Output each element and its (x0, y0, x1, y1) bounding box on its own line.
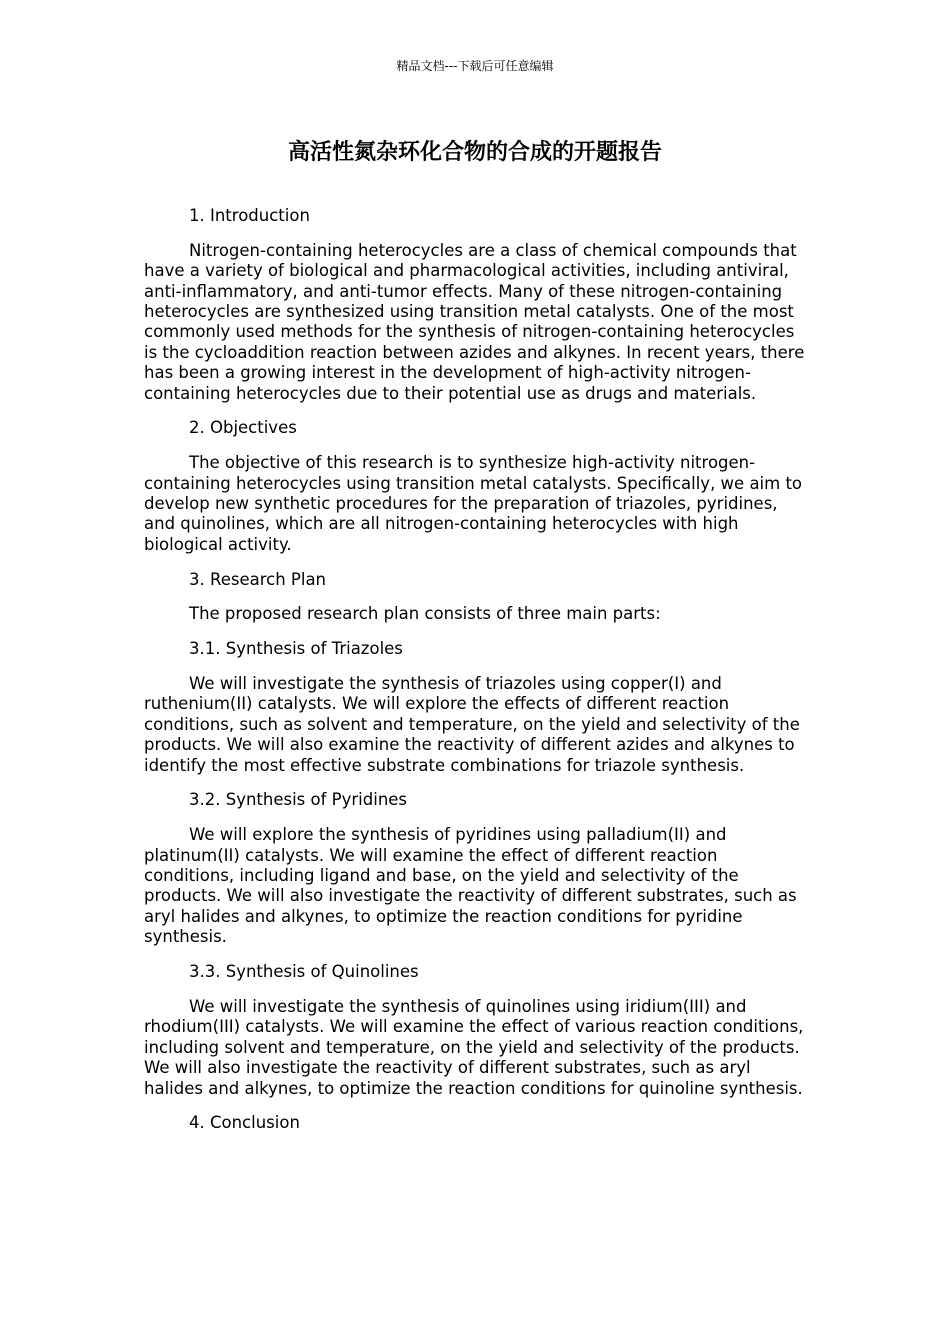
paragraph-pyridines: We will explore the synthesis of pyridines using palladium(II) and platinum(II) catalysts. We will examine the effect of different reaction conditions, including ligand and base, on the yield and selectivity of the products. We will also investigate the reactivity of different substrates, such as aryl halides and alkynes, to optimize the reaction conditions for pyridine synthesis. (144, 825, 797, 947)
section-heading-triazoles: 3.1. Synthesis of Triazoles (189, 639, 403, 659)
section-heading-introduction: 1. Introduction (189, 206, 310, 225)
paragraph-objectives: The objective of this research is to synthesize high-activity nitrogen-containing heterocycles using transition metal catalysts. Specifically, we aim to develop new synthetic procedures for the preparation of triazoles, pyridines, and quinolines, which are all nitrogen-containing heterocycles with high biological activity. (144, 453, 803, 554)
section-heading-quinolines: 3.3. Synthesis of Quinolines (189, 962, 419, 982)
paragraph-triazoles: We will investigate the synthesis of triazoles using copper(I) and ruthenium(II) catalysts. We will explore the effects of different reaction conditions, such as solvent and temperature, on the yield and selectivity of the products. We will also examine the reactivity of different azides and alkynes to identify the most effective substrate combinations for triazole synthesis. (144, 674, 800, 775)
section-heading-research-plan: 3. Research Plan (189, 569, 327, 589)
paragraph-introduction: Nitrogen-containing heterocycles are a class of chemical compounds that have a variety of biological and pharmacological activities, including antiviral, anti-inflammatory, and anti-tumor effects. Many of these nitrogen-containing heterocycles are synthesized using transition metal catalysts. One of the most commonly used methods for the synthesis of nitrogen-containing heterocycles is the cycloaddition reaction between azides and alkynes. In recent years, there has been a growing interest in the development of high-activity nitrogen-containing heterocycles due to their potential use as drugs and materials. (144, 240, 805, 403)
section-heading-pyridines: 3.2. Synthesis of Pyridines (189, 790, 408, 810)
section-heading-conclusion: 4. Conclusion (189, 1113, 300, 1133)
paragraph-quinolines: We will investigate the synthesis of quinolines using iridium(III) and rhodium(III) catalysts. We will examine the effect of various reaction conditions, including solvent and temperature, on the yield and selectivity of the products. We will also investigate the reactivity of different substrates, such as aryl halides and alkynes, to optimize the reaction conditions for quinoline synthesis. (144, 996, 804, 1098)
document-title: 高活性氮杂环化合物的合成的开题报告 (287, 140, 662, 165)
document-body (144, 206, 806, 1148)
section-heading-objectives: 2. Objectives (189, 418, 297, 438)
paragraph-research-plan: The proposed research plan consists of three main parts: (189, 604, 661, 624)
page-header-watermark: 精品文档---下载后可任意编辑 (396, 59, 554, 73)
